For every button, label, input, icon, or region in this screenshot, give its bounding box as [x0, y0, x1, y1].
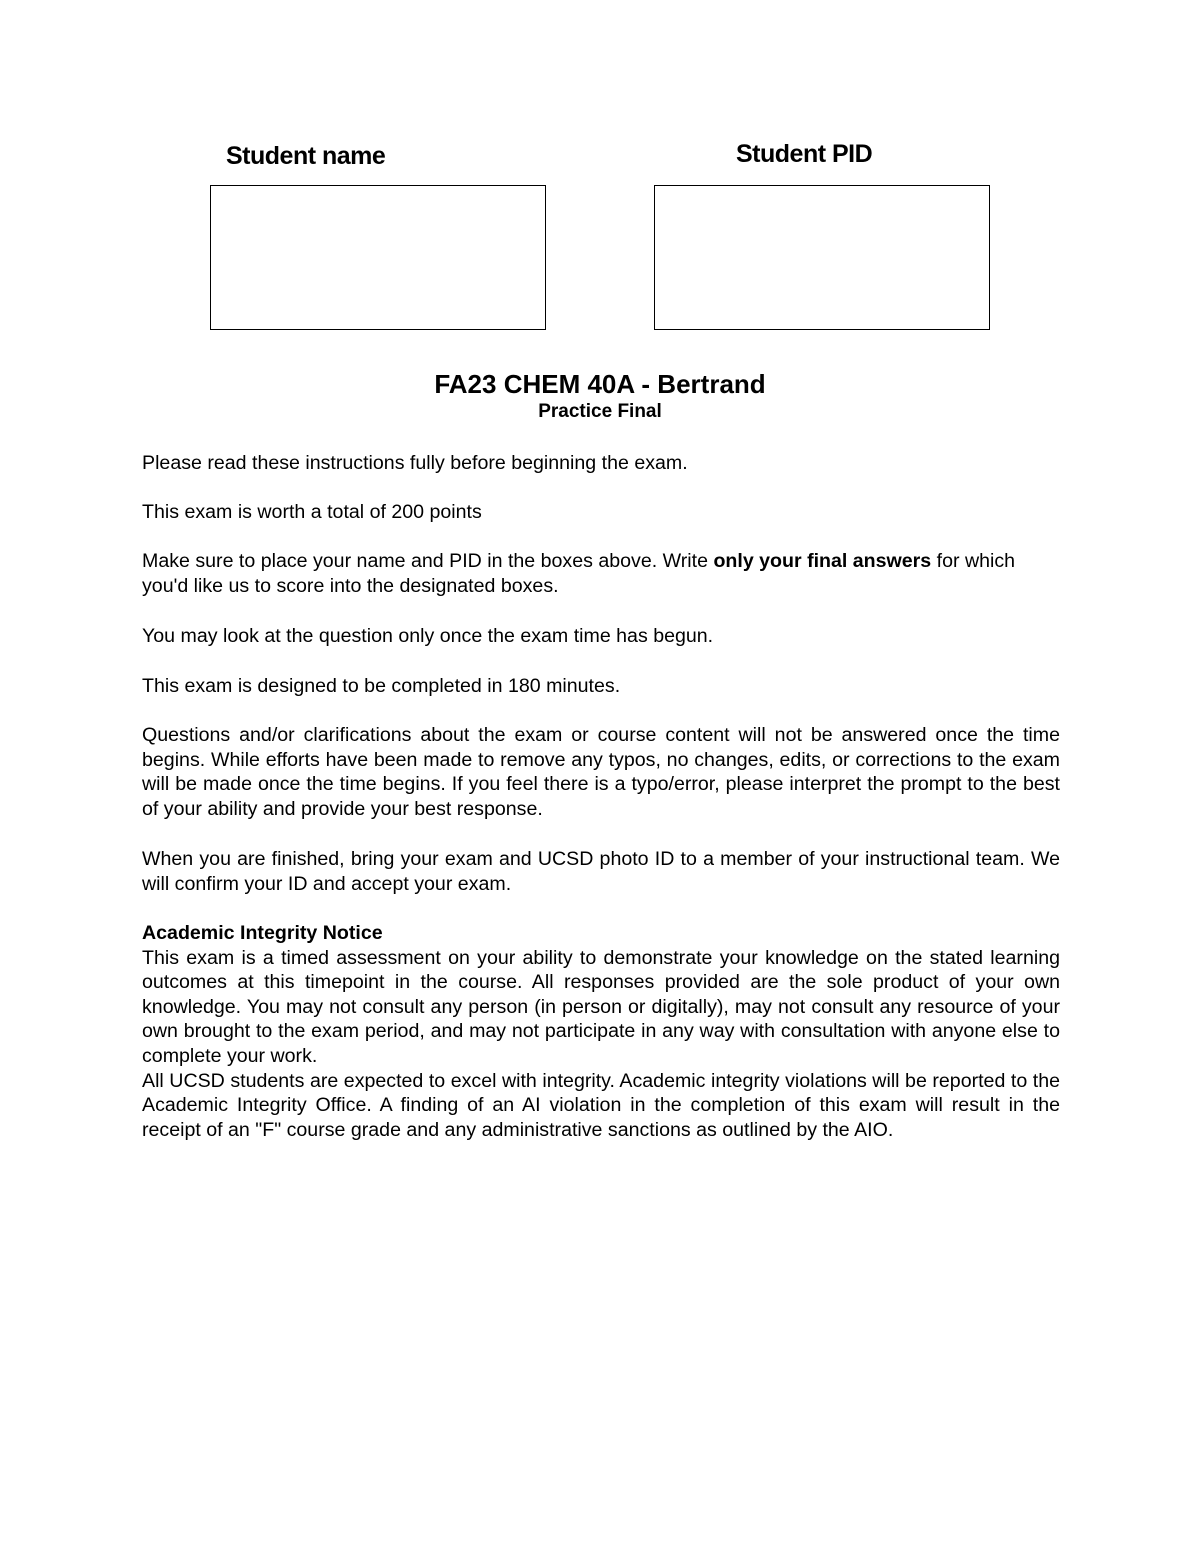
instruction-boxes-bold: only your final answers — [713, 550, 932, 572]
integrity-section — [142, 921, 1060, 1142]
student-pid-box[interactable] — [654, 185, 990, 330]
instruction-boxes — [142, 549, 1060, 598]
integrity-body-1: This exam is a timed assessment on your ability to demonstrate your knowledge on the stated learning outcomes at this timepoint in the course. All responses provided are the sole product of your own knowledge. You may not consult any person (in person or digitally), may not consult any resource of your own brought to the exam period, and may not participate in any way with consultation with anyone else to complete your work. — [142, 946, 1060, 1067]
instruction-boxes-part2: for which you'd like us to score into the designated boxes. — [142, 550, 1016, 597]
instruction-text: This exam is worth a total of 200 points — [142, 501, 482, 523]
student-name-box[interactable] — [210, 185, 546, 330]
instruction-finished — [142, 847, 1060, 896]
integrity-heading: Academic Integrity Notice — [142, 922, 383, 944]
instruction-duration — [142, 674, 1060, 699]
instruction-look — [142, 624, 1060, 649]
instruction-questions — [142, 723, 1060, 821]
instruction-text: You may look at the question only once the exam time has begun. — [142, 625, 714, 647]
instruction-text: Please read these instructions fully before beginning the exam. — [142, 452, 688, 474]
exam-subtitle: Practice Final — [538, 401, 662, 422]
instruction-worth — [142, 500, 1060, 525]
instruction-text: When you are finished, bring your exam and UCSD photo ID to a member of your instructional team. We will confirm your ID and accept your exam. — [142, 848, 1060, 895]
exam-title: FA23 CHEM 40A - Bertrand — [434, 369, 766, 399]
student-pid-label: Student PID — [736, 140, 873, 168]
instruction-boxes-part1: Make sure to place your name and PID in the boxes above. Write — [142, 550, 714, 572]
student-name-label: Student name — [226, 142, 386, 170]
instruction-text: Questions and/or clarifications about the exam or course content will not be answered once the time begins. While efforts have been made to remove any typos, no changes, edits, or corrections to the exam will be made once the time begins. If you feel there is a typo/error, please interpret the prompt to the best of your ability and provide your best response. — [142, 724, 1060, 820]
instruction-read-fully — [142, 451, 1060, 476]
integrity-body-2: All UCSD students are expected to excel with integrity. Academic integrity violations will be reported to the Academic Integrity Office. A finding of an AI violation in the completion of this exam will result in the receipt of an "F" course grade and any administrative sanctions as outlined by the AIO. — [142, 1069, 1060, 1141]
instruction-text: This exam is designed to be completed in 180 minutes. — [142, 675, 621, 697]
instruction-text — [142, 549, 1060, 598]
